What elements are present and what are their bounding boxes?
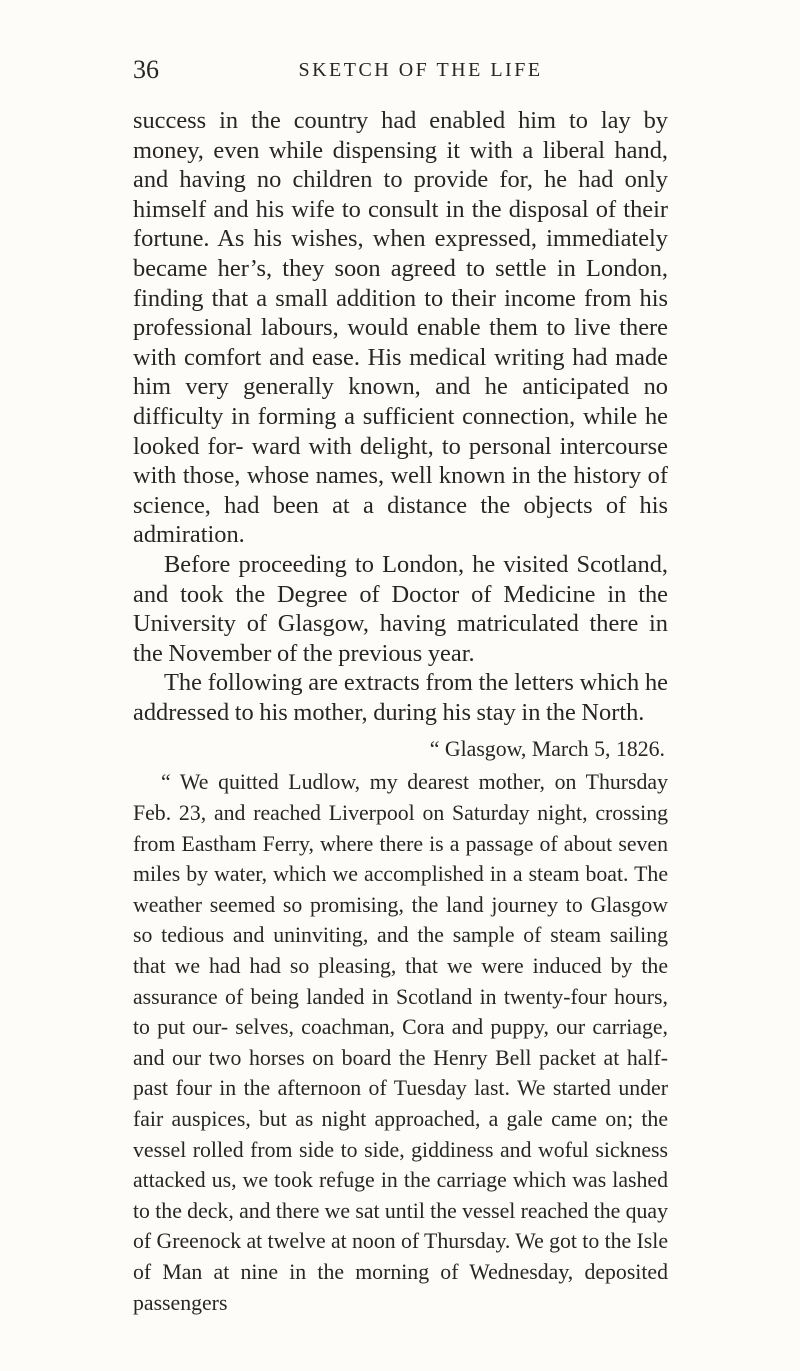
page-header <box>133 50 668 90</box>
page-number: 36 <box>133 55 159 84</box>
body-text <box>133 106 668 1318</box>
letter-dateline: “ Glasgow, March 5, 1826. <box>429 737 665 762</box>
paragraph-continued: success in the country had enabled him to lay by money, even while dispensing it with a liberal hand, and having no children to provide for, he had only himself and his wife to consult in the disposal of their fortune. As his wishes, when expressed, immediately became her’s, they soon agreed to settle in London, finding that a small addition to their income from his professional labours, would enable them to live there with comfort and ease. His medical writing had made him very generally known, and he anticipated no difficulty in forming a sufficient connection, while he looked for- ward with delight, to personal intercourse with those, whose names, well known in the history of science, had been at a distance the objects of his admiration. <box>133 107 668 549</box>
paragraph-letters-intro: The following are extracts from the letters which he addressed to his mother, during his stay in the North. <box>133 669 668 726</box>
running-title: SKETCH OF THE LIFE <box>298 59 543 81</box>
paragraph-scotland: Before proceeding to London, he visited Scotland, and took the Degree of Doctor of Medicine in the University of Glasgow, having matriculated there in the November of the previous year. <box>133 550 668 667</box>
letter-paragraph: “ We quitted Ludlow, my dearest mother, on Thursday Feb. 23, and reached Liverpool on Saturday night, crossing from Eastham Ferry, where there is a passage of about seven miles by water, which we accomplished in a steam boat. The weather seemed so promising, the land journey to Glasgow so tedious and uninviting, and the sample of steam sailing that we had had so pleasing, that we were induced by the assurance of being landed in Scotland in twenty-four hours, to put our- selves, coachman, Cora and puppy, our carriage, and our two horses on board the Henry Bell packet at half-past four in the afternoon of Tuesday last. We started under fair auspices, but as night approached, a gale came on; the vessel rolled from side to side, giddiness and woful sickness attacked us, we took refuge in the carriage which was lashed to the deck, and there we sat until the vessel reached the quay of Greenock at twelve at noon of Thursday. We got to the Isle of Man at nine in the morning of Wednesday, deposited passengers <box>133 770 668 1315</box>
